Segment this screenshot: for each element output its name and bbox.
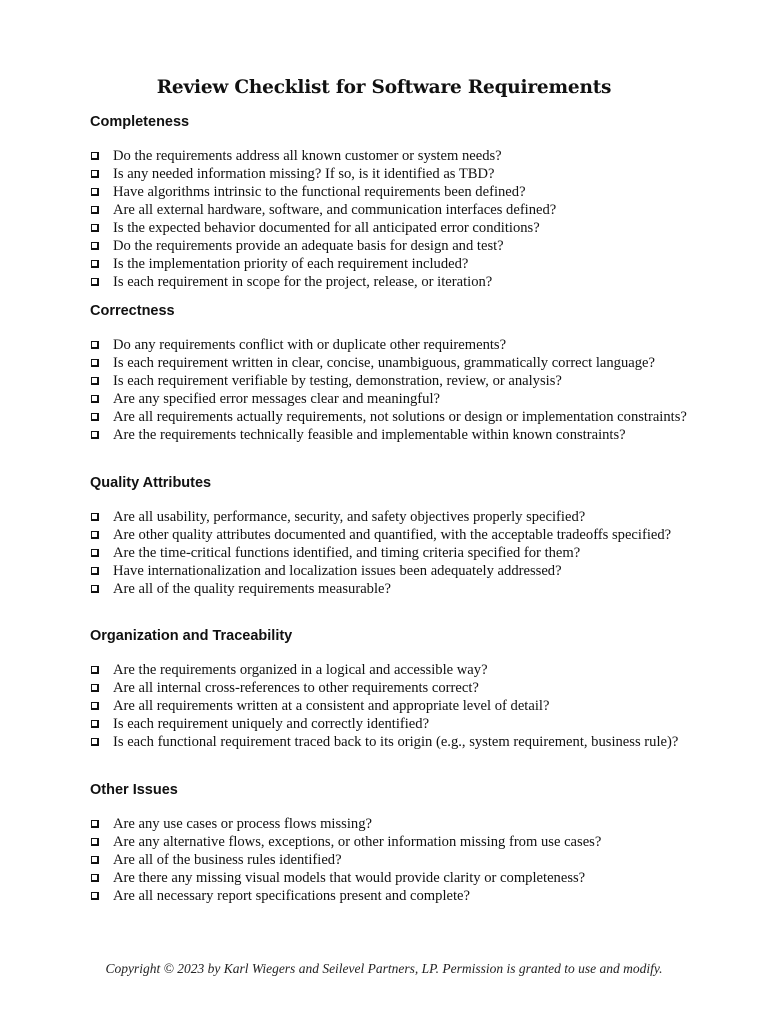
checklist-item-text: Are the time-critical functions identified, and timing criteria specified for them?	[113, 545, 581, 561]
checkbox-icon	[91, 377, 99, 385]
checklist-item	[90, 562, 690, 580]
checklist-item	[90, 508, 690, 526]
checklist	[90, 661, 690, 751]
checkbox-icon	[91, 856, 99, 864]
checkbox-icon	[91, 874, 99, 882]
checklist-item	[90, 390, 690, 408]
checklist-item-text: Do the requirements provide an adequate basis for design and test?	[113, 238, 504, 254]
checklist-item	[90, 715, 690, 733]
checklist-item	[90, 147, 690, 165]
checkbox-icon	[91, 531, 99, 539]
checklist-item-text: Do the requirements address all known customer or system needs?	[113, 148, 502, 164]
checkbox-icon	[91, 431, 99, 439]
checklist-item-text: Are the requirements technically feasible and implementable within known constraints?	[113, 427, 626, 443]
checkbox-icon	[91, 413, 99, 421]
checklist-item	[90, 354, 690, 372]
checklist-item-text: Are all of the quality requirements measurable?	[113, 581, 391, 597]
checklist-item	[90, 833, 690, 851]
checkbox-icon	[91, 341, 99, 349]
checklist-item	[90, 237, 690, 255]
section-heading: Other Issues	[90, 782, 178, 798]
checklist-item-text: Are all necessary report specifications present and complete?	[113, 888, 470, 904]
checklist-item-text: Are any alternative flows, exceptions, or other information missing from use cases?	[113, 834, 602, 850]
checkbox-icon	[91, 820, 99, 828]
checkbox-icon	[91, 684, 99, 692]
checklist-item-text: Is each requirement in scope for the project, release, or iteration?	[113, 274, 493, 290]
checklist-item	[90, 661, 690, 679]
checklist-item-text: Is each requirement written in clear, concise, unambiguous, grammatically correct language?	[113, 355, 655, 371]
section-completeness	[90, 113, 690, 291]
checklist-item-text: Are all usability, performance, security, and safety objectives properly specified?	[113, 509, 586, 525]
section-heading: Correctness	[90, 303, 175, 319]
checklist-item-text: Are any specified error messages clear and meaningful?	[113, 391, 440, 407]
section-correctness	[90, 302, 690, 444]
checklist-item	[90, 851, 690, 869]
checklist-item-text: Are all of the business rules identified?	[113, 852, 342, 868]
checklist-item	[90, 219, 690, 237]
section-other-issues	[90, 781, 690, 905]
checkbox-icon	[91, 188, 99, 196]
checkbox-icon	[91, 206, 99, 214]
checklist-item-text: Are all external hardware, software, and communication interfaces defined?	[113, 202, 557, 218]
checklist-item-text: Are all internal cross-references to other requirements correct?	[113, 680, 479, 696]
checklist-item-text: Are there any missing visual models that would provide clarity or completeness?	[113, 870, 586, 886]
checkbox-icon	[91, 666, 99, 674]
checkbox-icon	[91, 738, 99, 746]
checkbox-icon	[91, 585, 99, 593]
checklist-item-text: Is each requirement uniquely and correctly identified?	[113, 716, 430, 732]
checklist-item	[90, 679, 690, 697]
checklist-item-text: Is the expected behavior documented for all anticipated error conditions?	[113, 220, 540, 236]
checkbox-icon	[91, 892, 99, 900]
checkbox-icon	[91, 359, 99, 367]
checkbox-icon	[91, 278, 99, 286]
checklist-item	[90, 255, 690, 273]
checklist-item	[90, 183, 690, 201]
checklist-item	[90, 526, 690, 544]
checkbox-icon	[91, 242, 99, 250]
checklist-item-text: Are any use cases or process flows missing?	[113, 816, 372, 832]
checklist-item	[90, 733, 690, 751]
checkbox-icon	[91, 260, 99, 268]
checklist-item-text: Are all requirements actually requirements, not solutions or design or implementation constraints?	[113, 409, 687, 425]
checklist-item	[90, 869, 690, 887]
copyright-footer: Copyright © 2023 by Karl Wiegers and Seilevel Partners, LP. Permission is granted to use and modify.	[105, 961, 663, 976]
checklist-item-text: Is each requirement verifiable by testing, demonstration, review, or analysis?	[113, 373, 562, 389]
checklist-item-text: Have internationalization and localization issues been adequately addressed?	[113, 563, 562, 579]
checklist-item	[90, 697, 690, 715]
checkbox-icon	[91, 720, 99, 728]
checklist-item-text: Have algorithms intrinsic to the functional requirements been defined?	[113, 184, 526, 200]
checklist-item	[90, 372, 690, 390]
checkbox-icon	[91, 702, 99, 710]
section-heading: Completeness	[90, 114, 190, 130]
checklist-item	[90, 580, 690, 598]
checklist-item	[90, 165, 690, 183]
checklist-item-text: Is any needed information missing? If so, is it identified as TBD?	[113, 166, 495, 182]
section-heading: Quality Attributes	[90, 475, 212, 491]
checklist	[90, 508, 690, 598]
checklist-item	[90, 887, 690, 905]
checklist	[90, 147, 690, 291]
checkbox-icon	[91, 838, 99, 846]
checklist-item	[90, 815, 690, 833]
checkbox-icon	[91, 513, 99, 521]
checklist-item	[90, 544, 690, 562]
section-organization-traceability	[90, 627, 690, 751]
checklist-item	[90, 426, 690, 444]
checklist-item-text: Is the implementation priority of each requirement included?	[113, 256, 469, 272]
checkbox-icon	[91, 549, 99, 557]
checkbox-icon	[91, 170, 99, 178]
checkbox-icon	[91, 224, 99, 232]
checklist-item-text: Are all requirements written at a consistent and appropriate level of detail?	[113, 698, 550, 714]
checklist	[90, 815, 690, 905]
section-heading: Organization and Traceability	[90, 628, 293, 644]
checklist-item	[90, 273, 690, 291]
checklist-item-text: Is each functional requirement traced back to its origin (e.g., system requirement, business rule)?	[113, 734, 679, 750]
checklist-item-text: Are other quality attributes documented and quantified, with the acceptable tradeoffs specified?	[113, 527, 672, 543]
checkbox-icon	[91, 567, 99, 575]
checkbox-icon	[91, 152, 99, 160]
document-title: Review Checklist for Software Requirements	[156, 77, 612, 98]
section-quality-attributes	[90, 474, 690, 598]
checklist-item	[90, 201, 690, 219]
checklist-item-text: Are the requirements organized in a logical and accessible way?	[113, 662, 488, 678]
checkbox-icon	[91, 395, 99, 403]
checklist-item	[90, 408, 690, 426]
checklist-item	[90, 336, 690, 354]
checklist-item-text: Do any requirements conflict with or duplicate other requirements?	[113, 337, 507, 353]
checklist	[90, 336, 690, 444]
